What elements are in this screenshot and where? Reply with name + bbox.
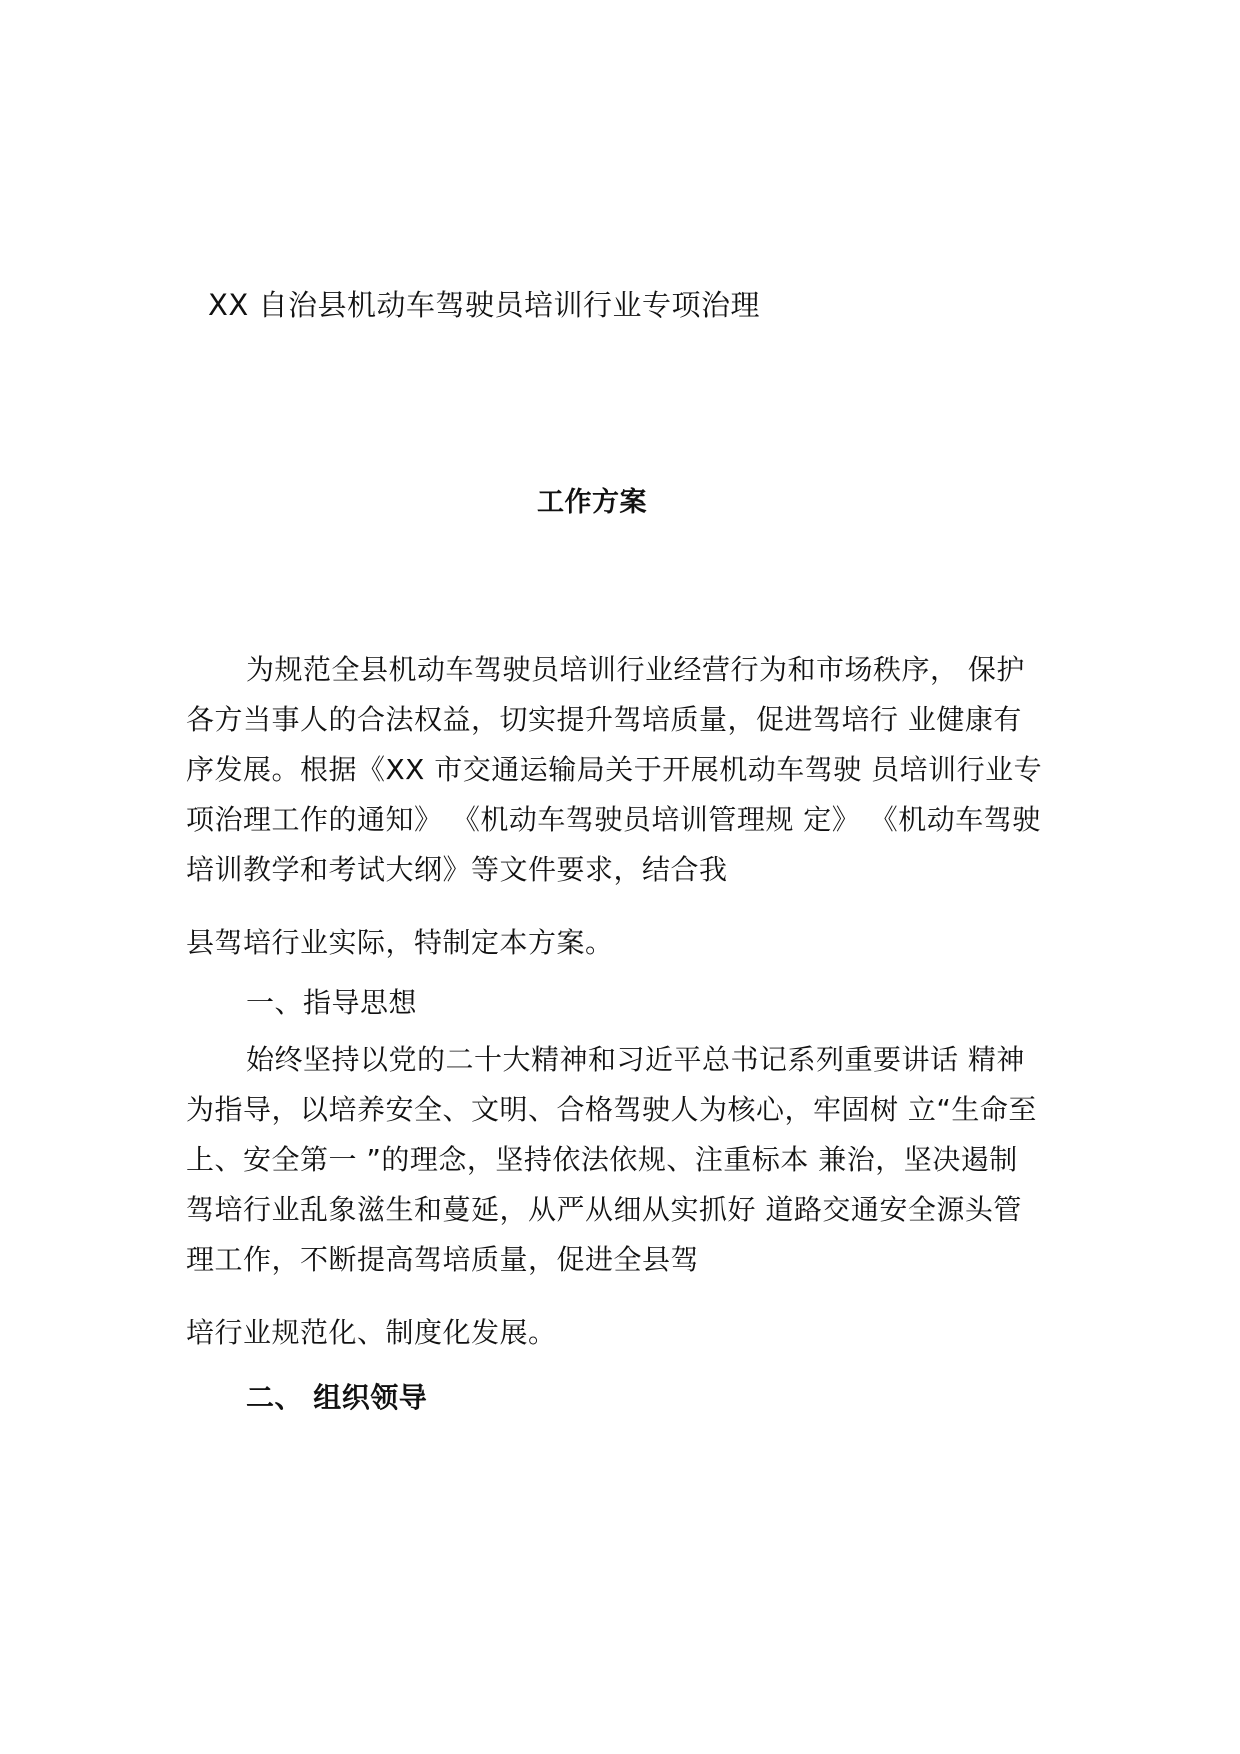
section1-line-3: 上、安全第一 ”的理念，坚持依法依规、注重标本 兼治，坚决遏制 (186, 1143, 1018, 1176)
document-subtitle: 工作方案 (537, 487, 647, 518)
section1-line-4: 驾培行业乱象滋生和蔓延，从严从细从实抓好 道路交通安全源头管 (186, 1193, 1022, 1226)
section1-line-6: 培行业规范化、制度化发展。 (186, 1316, 557, 1349)
intro-line-5: 培训教学和考试大纲》等文件要求，结合我 (186, 853, 728, 886)
section-heading-organization: 二、 组织领导 (246, 1381, 428, 1414)
section1-line-2: 为指导，以培养安全、文明、合格驾驶人为核心，牢固树 立“生命至 (186, 1093, 1037, 1126)
section1-line-5: 理工作，不断提高驾培质量，促进全县驾 (186, 1243, 700, 1276)
intro-line-4: 项治理工作的通知》 《机动车驾驶员培训管理规 定》 《机动车驾驶 (186, 803, 1041, 836)
intro-line-1: 为规范全县机动车驾驶员培训行业经营行为和市场秩序， 保护 (246, 653, 1025, 686)
section1-line-1: 始终坚持以党的二十大精神和习近平总书记系列重要讲话 精神 (246, 1043, 1025, 1076)
intro-line-6: 县驾培行业实际，特制定本方案。 (186, 926, 614, 959)
intro-line-2: 各方当事人的合法权益，切实提升驾培质量，促进驾培行 业健康有 (186, 703, 1022, 736)
document-title: XX 自治县机动车驾驶员培训行业专项治理 (208, 288, 760, 322)
section-heading-guiding-thought: 一、指导思想 (246, 986, 418, 1019)
intro-line-3: 序发展。根据《XX 市交通运输局关于开展机动车驾驶 员培训行业专 (186, 753, 1043, 786)
